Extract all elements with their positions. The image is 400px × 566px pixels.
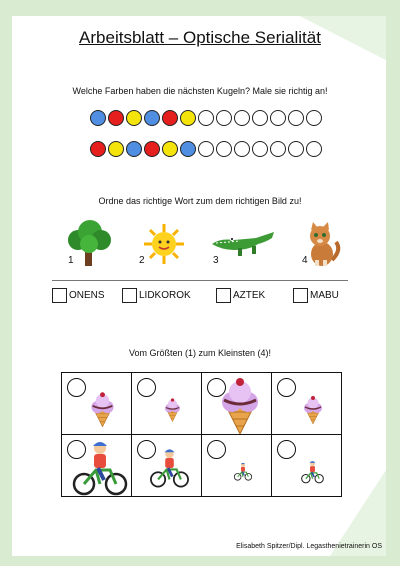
bead-2-6 (180, 141, 196, 157)
bead-2-13[interactable] (306, 141, 322, 157)
ice-cream-icon (84, 392, 121, 432)
word-option-1[interactable] (52, 288, 105, 303)
word-label-1: ONENS (69, 290, 105, 301)
bead-1-8[interactable] (216, 110, 232, 126)
size-question: Vom Größten (1) zum Kleinsten (4)! (128, 348, 272, 358)
bead-question: Welche Farben haben die nächsten Kugeln? Male sie richtig an! (72, 86, 328, 96)
ice-cream-icon (298, 396, 328, 429)
rank-circle-2-4[interactable] (277, 440, 296, 459)
bead-2-12[interactable] (288, 141, 304, 157)
bead-2-7[interactable] (198, 141, 214, 157)
bead-2-2 (108, 141, 124, 157)
bead-1-6 (180, 110, 196, 126)
cyclist-icon (300, 460, 325, 489)
grid-cell-2-3 (202, 435, 272, 497)
word-checkbox-4[interactable] (293, 288, 308, 303)
bead-1-7[interactable] (198, 110, 214, 126)
crocodile-icon (210, 228, 276, 260)
bead-1-4 (144, 110, 160, 126)
cat-icon (302, 220, 342, 268)
rank-circle-1-2[interactable] (137, 378, 156, 397)
rank-circle-2-3[interactable] (207, 440, 226, 459)
bead-2-4 (144, 141, 160, 157)
grid-cell-1-2 (132, 373, 202, 435)
matching-question: Ordne das richtige Wort zum dem richtigen Bild zu! (98, 196, 302, 206)
word-option-3[interactable] (216, 288, 265, 303)
word-option-4[interactable] (293, 288, 339, 303)
bead-1-9[interactable] (234, 110, 250, 126)
picture-number-1: 1 (68, 255, 74, 266)
picture-number-2: 2 (139, 255, 145, 266)
bead-2-3 (126, 141, 142, 157)
cyclist-icon (233, 462, 253, 486)
ice-cream-icon (210, 378, 270, 439)
word-label-4: MABU (310, 290, 339, 301)
footer-credit: Elisabeth Spitzer/Dipl. Legasthenietrainerin OS (236, 543, 382, 550)
grid-cell-2-2 (132, 435, 202, 497)
picture-number-4: 4 (302, 255, 308, 266)
divider-line (52, 280, 348, 281)
word-label-2: LIDKOROK (139, 290, 191, 301)
word-checkbox-1[interactable] (52, 288, 67, 303)
word-checkbox-2[interactable] (122, 288, 137, 303)
bead-row-2 (90, 141, 324, 157)
bead-1-3 (126, 110, 142, 126)
bead-2-9[interactable] (234, 141, 250, 157)
sun-icon (142, 222, 186, 266)
bead-1-2 (108, 110, 124, 126)
word-checkbox-3[interactable] (216, 288, 231, 303)
size-grid (61, 372, 342, 497)
bead-2-10[interactable] (252, 141, 268, 157)
grid-cell-1-4 (272, 373, 342, 435)
ice-cream-icon (160, 398, 185, 427)
bead-1-1 (90, 110, 106, 126)
bead-1-5 (162, 110, 178, 126)
page-title: Arbeitsblatt – Optische Serialität (79, 28, 321, 47)
cyclist-icon (70, 440, 130, 501)
word-label-3: AZTEK (233, 290, 266, 301)
grid-cell-2-1 (62, 435, 132, 497)
bead-2-11[interactable] (270, 141, 286, 157)
bead-row-1 (90, 110, 324, 126)
bead-2-8[interactable] (216, 141, 232, 157)
bead-2-1 (90, 141, 106, 157)
bead-1-13[interactable] (306, 110, 322, 126)
rank-circle-1-4[interactable] (277, 378, 296, 397)
grid-cell-1-3 (202, 373, 272, 435)
cyclist-icon (148, 448, 191, 493)
word-option-2[interactable] (122, 288, 191, 303)
bead-1-11[interactable] (270, 110, 286, 126)
grid-cell-1-1 (62, 373, 132, 435)
picture-number-3: 3 (213, 255, 219, 266)
bead-1-10[interactable] (252, 110, 268, 126)
bead-2-5 (162, 141, 178, 157)
bead-1-12[interactable] (288, 110, 304, 126)
grid-cell-2-4 (272, 435, 342, 497)
